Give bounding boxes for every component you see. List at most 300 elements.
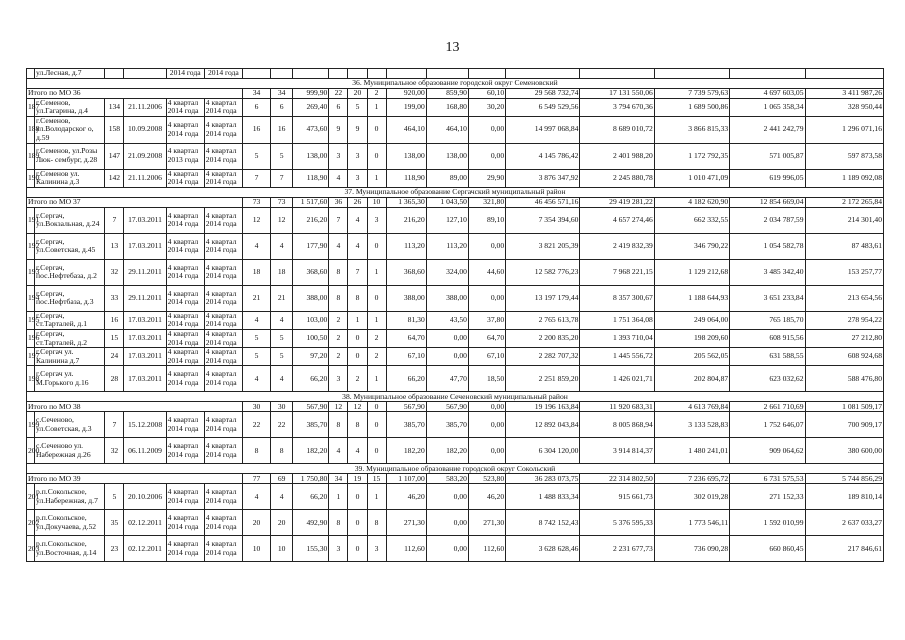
- subtotal-value: 567,90: [426, 402, 468, 412]
- address-cell: г.Семенов ул. Калинина д.3: [35, 169, 105, 187]
- value-cell: 1 296 071,16: [805, 116, 884, 143]
- value-cell: 0,00: [468, 143, 505, 169]
- year-cell: 142: [105, 169, 124, 187]
- subtotal-value: 6 731 575,53: [730, 474, 805, 484]
- fact-quarter-cell: 4 квартал 2014 года: [204, 366, 242, 392]
- value-cell: 22: [271, 412, 293, 438]
- subtotal-value: 19: [348, 474, 367, 484]
- address-cell: г.Семенов, ул.Гагарина, д.4: [35, 98, 105, 116]
- fact-quarter-cell: 4 квартал 2014 года: [204, 116, 242, 143]
- plan-quarter-cell: 4 квартал 2014 года: [166, 259, 204, 285]
- subtotal-row: [27, 197, 884, 207]
- subtotal-value: 34: [271, 88, 293, 98]
- table-row: [27, 98, 884, 116]
- value-cell: 7: [348, 259, 367, 285]
- date-cell: 17.03.2011: [124, 348, 166, 366]
- value-cell: 199,00: [386, 98, 426, 116]
- table-row: [27, 259, 884, 285]
- year-cell: 134: [105, 98, 124, 116]
- value-cell: 1: [367, 169, 386, 187]
- value-cell: 16: [242, 116, 270, 143]
- fact-quarter-cell: 4 квартал 2014 года: [204, 285, 242, 311]
- value-cell: 1 689 500,86: [654, 98, 729, 116]
- value-cell: 46,20: [468, 484, 505, 510]
- subtotal-value: 11 920 683,31: [580, 402, 654, 412]
- plan-quarter-cell: 4 квартал 2014 года: [166, 311, 204, 329]
- plan-quarter-cell: 2014 года: [166, 69, 204, 79]
- date-cell: 17.03.2011: [124, 366, 166, 392]
- plan-quarter-cell: 4 квартал 2014 года: [166, 536, 204, 562]
- date-cell: 20.10.2006: [124, 484, 166, 510]
- plan-quarter-cell: 4 квартал 2013 года: [166, 143, 204, 169]
- value-cell: 464,10: [386, 116, 426, 143]
- value-cell: 608 915,56: [730, 329, 805, 347]
- value-cell: 736 090,28: [654, 536, 729, 562]
- value-cell: 1 751 364,08: [580, 311, 654, 329]
- value-cell: 37,80: [468, 311, 505, 329]
- table-row: [27, 484, 884, 510]
- value-cell: 5: [271, 329, 293, 347]
- subtotal-value: 2 661 710,69: [730, 402, 805, 412]
- table-row: [27, 233, 884, 259]
- value-cell: 1 189 092,08: [805, 169, 884, 187]
- value-cell: 67,10: [386, 348, 426, 366]
- value-cell: 0: [367, 233, 386, 259]
- page-number: 13: [445, 40, 460, 55]
- subtotal-value: 12 854 669,04: [730, 197, 805, 207]
- value-cell: 12: [271, 207, 293, 233]
- date-cell: 21.11.2006: [124, 98, 166, 116]
- value-cell: 97,20: [293, 348, 329, 366]
- value-cell: 2 419 832,39: [580, 233, 654, 259]
- subtotal-value: 5 744 856,29: [805, 474, 884, 484]
- subtotal-value: 36: [329, 197, 348, 207]
- value-cell: 1 752 646,07: [730, 412, 805, 438]
- value-cell: 1 445 556,72: [580, 348, 654, 366]
- value-cell: 346 790,22: [654, 233, 729, 259]
- value-cell: 1 393 710,04: [580, 329, 654, 347]
- value-cell: 1: [348, 311, 367, 329]
- table-row: [27, 329, 884, 347]
- table-row: [27, 510, 884, 536]
- subtotal-value: 69: [271, 474, 293, 484]
- value-cell: 217 846,61: [805, 536, 884, 562]
- subtotal-value: 1 107,00: [386, 474, 426, 484]
- housing-program-table: [26, 68, 884, 562]
- value-cell: 153 257,77: [805, 259, 884, 285]
- address-cell: с.Сеченово ул. Набережная д.26: [35, 438, 105, 464]
- plan-quarter-cell: 4 квартал 2014 года: [166, 484, 204, 510]
- value-cell: 14 997 068,84: [506, 116, 580, 143]
- subtotal-value: 34: [329, 474, 348, 484]
- section-header-row: [27, 78, 884, 88]
- value-cell: 4: [329, 233, 348, 259]
- plan-quarter-cell: 4 квартал 2014 года: [166, 116, 204, 143]
- address-cell: г.Сергач, ул.Вокзальная, д.24: [35, 207, 105, 233]
- plan-quarter-cell: 4 квартал 2014 года: [166, 169, 204, 187]
- plan-quarter-cell: 4 квартал 2014 года: [166, 438, 204, 464]
- value-cell: 5: [348, 98, 367, 116]
- value-cell: 2: [348, 366, 367, 392]
- address-cell: с.Сеченово, ул.Советская, д.3: [35, 412, 105, 438]
- subtotal-value: 10: [367, 197, 386, 207]
- value-cell: 216,20: [293, 207, 329, 233]
- row-number: 196: [27, 329, 35, 347]
- subtotal-value: 0,00: [468, 402, 505, 412]
- value-cell: 3: [329, 536, 348, 562]
- subtotal-value: 4 182 620,90: [654, 197, 729, 207]
- value-cell: 8: [329, 510, 348, 536]
- date-cell: 06.11.2009: [124, 438, 166, 464]
- value-cell: 0,00: [468, 233, 505, 259]
- value-cell: 18: [271, 259, 293, 285]
- value-cell: 6: [271, 98, 293, 116]
- value-cell: 1 592 010,99: [730, 510, 805, 536]
- value-cell: 113,20: [386, 233, 426, 259]
- value-cell: 700 909,17: [805, 412, 884, 438]
- year-cell: 32: [105, 438, 124, 464]
- address-cell: г.Сергач, ст.Тарталей, д.2: [35, 329, 105, 347]
- value-cell: 249 064,00: [654, 311, 729, 329]
- value-cell: 112,60: [468, 536, 505, 562]
- address-cell: г.Семенов, ул.Володарског о, д.59: [35, 116, 105, 143]
- value-cell: 0,00: [426, 536, 468, 562]
- value-cell: 5: [242, 329, 270, 347]
- value-cell: 21: [242, 285, 270, 311]
- value-cell: 4 657 274,46: [580, 207, 654, 233]
- value-cell: 0: [348, 536, 367, 562]
- value-cell: 1 010 471,09: [654, 169, 729, 187]
- date-cell: 10.09.2008: [124, 116, 166, 143]
- subtotal-value: 15: [367, 474, 386, 484]
- value-cell: 168,80: [426, 98, 468, 116]
- value-cell: 7: [271, 169, 293, 187]
- value-cell: 216,20: [386, 207, 426, 233]
- subtotal-value: 60,10: [468, 88, 505, 98]
- value-cell: 1: [367, 259, 386, 285]
- row-number: 197: [27, 348, 35, 366]
- subtotal-value: 1 081 509,17: [805, 402, 884, 412]
- value-cell: 2 441 242,79: [730, 116, 805, 143]
- value-cell: 2: [367, 329, 386, 347]
- value-cell: 464,10: [426, 116, 468, 143]
- value-cell: 0,00: [468, 412, 505, 438]
- year-cell: 24: [105, 348, 124, 366]
- subtotal-value: 583,20: [426, 474, 468, 484]
- subtotal-value: 859,90: [426, 88, 468, 98]
- value-cell: 5: [271, 143, 293, 169]
- address-cell: г.Семенов, ул.Розы Люк- сембург, д.28: [35, 143, 105, 169]
- date-cell: 29.11.2011: [124, 259, 166, 285]
- subtotal-value: 29 419 281,22: [580, 197, 654, 207]
- value-cell: 8 005 868,94: [580, 412, 654, 438]
- value-cell: 9: [329, 116, 348, 143]
- value-cell: 2 034 787,59: [730, 207, 805, 233]
- subtotal-label: Итого по МО 38: [27, 402, 243, 412]
- year-cell: 35: [105, 510, 124, 536]
- value-cell: 1: [367, 311, 386, 329]
- value-cell: 278 954,22: [805, 311, 884, 329]
- value-cell: 3 866 815,33: [654, 116, 729, 143]
- value-cell: 0,00: [426, 510, 468, 536]
- value-cell: 8: [271, 438, 293, 464]
- value-cell: 4: [348, 207, 367, 233]
- table-row: [27, 207, 884, 233]
- value-cell: 0: [348, 484, 367, 510]
- value-cell: 214 301,40: [805, 207, 884, 233]
- value-cell: 0,00: [426, 484, 468, 510]
- value-cell: 0: [367, 412, 386, 438]
- value-cell: 271,30: [386, 510, 426, 536]
- row-number: 187: [27, 98, 35, 116]
- table-row: [27, 412, 884, 438]
- row-number: 203: [27, 536, 35, 562]
- value-cell: 7: [242, 169, 270, 187]
- value-cell: 138,00: [386, 143, 426, 169]
- address-cell: г.Сергач, пос.Нефтбаза, д.3: [35, 285, 105, 311]
- plan-quarter-cell: 4 квартал 2014 года: [166, 98, 204, 116]
- value-cell: 3 914 814,37: [580, 438, 654, 464]
- table-row: [27, 438, 884, 464]
- value-cell: 18: [242, 259, 270, 285]
- table-row: [27, 169, 884, 187]
- fact-quarter-cell: 4 квартал 2014 года: [204, 98, 242, 116]
- value-cell: 5 376 595,33: [580, 510, 654, 536]
- subtotal-value: 29 568 732,74: [506, 88, 580, 98]
- subtotal-value: 567,90: [386, 402, 426, 412]
- table-row: [27, 366, 884, 392]
- plan-quarter-cell: 4 квартал 2014 года: [166, 233, 204, 259]
- value-cell: 12 582 776,23: [506, 259, 580, 285]
- row-number: 193: [27, 259, 35, 285]
- value-cell: 89,00: [426, 169, 468, 187]
- subtotal-value: 77: [242, 474, 270, 484]
- value-cell: 12 892 043,84: [506, 412, 580, 438]
- value-cell: 3 485 342,40: [730, 259, 805, 285]
- row-number: 190: [27, 169, 35, 187]
- date-cell: 17.03.2011: [124, 311, 166, 329]
- year-cell: 7: [105, 207, 124, 233]
- value-cell: 0: [367, 116, 386, 143]
- plan-quarter-cell: 4 квартал 2014 года: [166, 329, 204, 347]
- value-cell: 8: [329, 285, 348, 311]
- value-cell: 2: [329, 348, 348, 366]
- value-cell: 2 401 988,20: [580, 143, 654, 169]
- value-cell: 1 129 212,68: [654, 259, 729, 285]
- value-cell: 1 773 546,11: [654, 510, 729, 536]
- year-cell: 15: [105, 329, 124, 347]
- value-cell: 2: [329, 329, 348, 347]
- value-cell: 10: [242, 536, 270, 562]
- fact-quarter-cell: 4 квартал 2014 года: [204, 143, 242, 169]
- subtotal-value: 73: [271, 197, 293, 207]
- value-cell: 597 873,58: [805, 143, 884, 169]
- value-cell: 8 689 010,72: [580, 116, 654, 143]
- value-cell: 8: [329, 412, 348, 438]
- subtotal-value: 36 283 073,75: [506, 474, 580, 484]
- value-cell: 5: [271, 348, 293, 366]
- section-header-row: [27, 392, 884, 402]
- value-cell: 4: [242, 311, 270, 329]
- subtotal-value: 30: [271, 402, 293, 412]
- value-cell: 619 996,05: [730, 169, 805, 187]
- value-cell: 0,00: [468, 438, 505, 464]
- value-cell: 4: [242, 233, 270, 259]
- value-cell: 81,30: [386, 311, 426, 329]
- value-cell: 492,90: [293, 510, 329, 536]
- subtotal-label: Итого по МО 37: [27, 197, 243, 207]
- value-cell: 380 600,00: [805, 438, 884, 464]
- value-cell: 2 765 613,78: [506, 311, 580, 329]
- subtotal-value: 1 365,30: [386, 197, 426, 207]
- value-cell: 6 304 120,00: [506, 438, 580, 464]
- value-cell: 113,20: [426, 233, 468, 259]
- year-cell: 33: [105, 285, 124, 311]
- value-cell: 7 968 221,15: [580, 259, 654, 285]
- address-cell: г.Сергач, ул.Советская, д.45: [35, 233, 105, 259]
- value-cell: 4: [242, 484, 270, 510]
- year-cell: 16: [105, 311, 124, 329]
- value-cell: 64,70: [468, 329, 505, 347]
- value-cell: 2: [367, 348, 386, 366]
- section-title: 38. Муниципальное образование Сеченовский муниципальный район: [27, 392, 884, 402]
- year-cell: 13: [105, 233, 124, 259]
- value-cell: 89,10: [468, 207, 505, 233]
- row-number: 189: [27, 143, 35, 169]
- subtotal-value: 523,80: [468, 474, 505, 484]
- value-cell: 3 133 528,83: [654, 412, 729, 438]
- subtotal-value: 19 196 163,84: [506, 402, 580, 412]
- subtotal-label: Итого по МО 36: [27, 88, 243, 98]
- value-cell: 2 282 707,32: [506, 348, 580, 366]
- subtotal-value: 3 411 987,26: [805, 88, 884, 98]
- value-cell: 12: [242, 207, 270, 233]
- year-cell: 28: [105, 366, 124, 392]
- value-cell: 271,30: [468, 510, 505, 536]
- subtotal-value: 2: [367, 88, 386, 98]
- table-row: [27, 69, 884, 79]
- subtotal-row: [27, 88, 884, 98]
- value-cell: 269,40: [293, 98, 329, 116]
- row-number: 201: [27, 484, 35, 510]
- subtotal-value: 17 131 550,06: [580, 88, 654, 98]
- value-cell: 112,60: [386, 536, 426, 562]
- year-cell: 23: [105, 536, 124, 562]
- value-cell: 3 821 205,39: [506, 233, 580, 259]
- value-cell: 4: [329, 169, 348, 187]
- row-number: 200: [27, 438, 35, 464]
- fact-quarter-cell: 4 квартал 2014 года: [204, 311, 242, 329]
- year-cell: 32: [105, 259, 124, 285]
- subtotal-row: [27, 474, 884, 484]
- section-title: 36. Муниципальное образование городской округ Семеновский: [27, 78, 884, 88]
- value-cell: 4: [329, 438, 348, 464]
- table-row: [27, 536, 884, 562]
- value-cell: 8: [348, 412, 367, 438]
- plan-quarter-cell: 4 квартал 2014 года: [166, 285, 204, 311]
- value-cell: 16: [271, 116, 293, 143]
- row-number: 195: [27, 311, 35, 329]
- value-cell: 8: [329, 259, 348, 285]
- value-cell: 8 742 152,43: [506, 510, 580, 536]
- address-cell: г.Сергач, ст.Тарталей, д.1: [35, 311, 105, 329]
- value-cell: 4 145 786,42: [506, 143, 580, 169]
- value-cell: 177,90: [293, 233, 329, 259]
- value-cell: 0: [348, 348, 367, 366]
- value-cell: 0,00: [426, 329, 468, 347]
- address-cell: р.п.Сокольское, ул.Набережная, д.7: [35, 484, 105, 510]
- subtotal-value: 26: [348, 197, 367, 207]
- table-row: [27, 285, 884, 311]
- value-cell: 623 032,62: [730, 366, 805, 392]
- value-cell: 7 354 394,60: [506, 207, 580, 233]
- subtotal-row: [27, 402, 884, 412]
- value-cell: 127,10: [426, 207, 468, 233]
- value-cell: 2 637 033,27: [805, 510, 884, 536]
- row-number: 199: [27, 412, 35, 438]
- date-cell: 17.03.2011: [124, 329, 166, 347]
- value-cell: 3: [329, 366, 348, 392]
- date-cell: 15.12.2008: [124, 412, 166, 438]
- address-cell: г.Сергач, пос.Нефтебаза, д.2: [35, 259, 105, 285]
- row-number: 198: [27, 366, 35, 392]
- value-cell: 8 357 300,67: [580, 285, 654, 311]
- value-cell: 8: [367, 510, 386, 536]
- value-cell: 388,00: [426, 285, 468, 311]
- subtotal-value: 46 456 571,16: [506, 197, 580, 207]
- value-cell: 0: [348, 329, 367, 347]
- value-cell: 1: [367, 484, 386, 510]
- value-cell: 213 654,56: [805, 285, 884, 311]
- value-cell: 138,00: [293, 143, 329, 169]
- date-cell: 17.03.2011: [124, 233, 166, 259]
- value-cell: 5: [242, 348, 270, 366]
- value-cell: 385,70: [386, 412, 426, 438]
- value-cell: 202 804,87: [654, 366, 729, 392]
- date-cell: 21.09.2008: [124, 143, 166, 169]
- address-cell: р.п.Сокольское, ул.Докучаева, д.52: [35, 510, 105, 536]
- value-cell: 6 549 529,56: [506, 98, 580, 116]
- row-number: 188: [27, 116, 35, 143]
- subtotal-value: 20: [348, 88, 367, 98]
- value-cell: 388,00: [386, 285, 426, 311]
- subtotal-value: 12: [348, 402, 367, 412]
- value-cell: 4: [348, 233, 367, 259]
- value-cell: 66,20: [386, 366, 426, 392]
- row-number: 191: [27, 207, 35, 233]
- subtotal-value: 999,90: [293, 88, 329, 98]
- value-cell: 368,60: [293, 259, 329, 285]
- value-cell: 0,00: [468, 285, 505, 311]
- subtotal-value: 34: [242, 88, 270, 98]
- value-cell: 189 810,14: [805, 484, 884, 510]
- subtotal-value: 22 314 802,50: [580, 474, 654, 484]
- value-cell: 588 476,80: [805, 366, 884, 392]
- year-cell: 158: [105, 116, 124, 143]
- value-cell: 43,50: [426, 311, 468, 329]
- value-cell: 198 209,60: [654, 329, 729, 347]
- value-cell: 9: [348, 116, 367, 143]
- year-cell: 147: [105, 143, 124, 169]
- value-cell: 1 488 833,34: [506, 484, 580, 510]
- subtotal-label: Итого по МО 39: [27, 474, 243, 484]
- value-cell: 2 231 677,73: [580, 536, 654, 562]
- value-cell: 1 188 644,93: [654, 285, 729, 311]
- value-cell: 0: [367, 285, 386, 311]
- value-cell: 8: [348, 285, 367, 311]
- fact-quarter-cell: 4 квартал 2014 года: [204, 207, 242, 233]
- value-cell: 271 152,33: [730, 484, 805, 510]
